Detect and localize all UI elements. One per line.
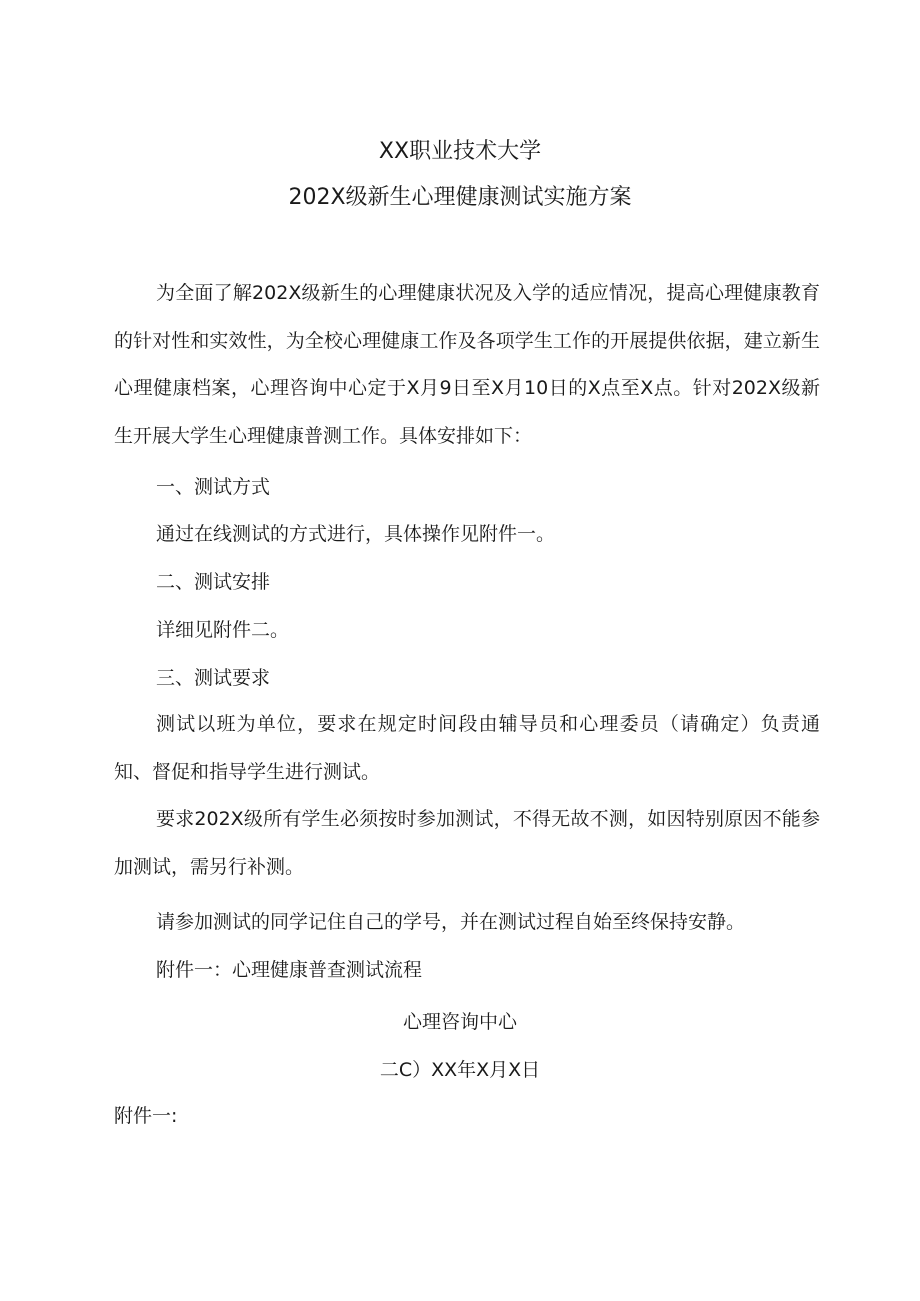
document-title-plan: 202X级新生心理健康测试实施方案 <box>288 185 632 210</box>
section-heading-test-requirements: 三、测试要求 <box>156 667 271 689</box>
appendix-label: 附件一: <box>114 1105 178 1127</box>
signature-date: 二C）XX年X月X日 <box>379 1059 541 1081</box>
requirements-paragraph-3: 请参加测试的同学记住自己的学号，并在测试过程自始至终保持安静。 <box>156 911 746 933</box>
intro-paragraph: 为全面了解202X级新生的心理健康状况及入学的适应情况，提高心理健康教育的针对性和实效性，为全校心理健康工作及各项学生工作的开展提供依据，建立新生心理健康档案，心理咨询中心定于X月9日至X月10日的X点至X点。针对202X级新生开展大学生心理健康普测工作。具体安排如下： <box>114 282 820 447</box>
requirements-paragraph-2: 要求202X级所有学生必须按时参加测试，不得无故不测，如因特别原因不能参加测试，需另行补测。 <box>114 808 820 878</box>
signature-organization: 心理咨询中心 <box>402 1011 517 1033</box>
requirements-paragraph-1: 测试以班为单位，要求在规定时间段由辅导员和心理委员（请确定）负责通知、督促和指导学生进行测试。 <box>114 713 820 783</box>
section-text-test-method: 通过在线测试的方式进行，具体操作见附件一。 <box>156 523 556 545</box>
section-text-test-arrangement: 详细见附件二。 <box>156 619 290 641</box>
section-heading-test-arrangement: 二、测试安排 <box>156 571 271 593</box>
document-title-school: XX职业技术大学 <box>378 139 542 164</box>
section-heading-test-method: 一、测试方式 <box>156 476 271 498</box>
attachment-reference: 附件一：心理健康普查测试流程 <box>156 959 423 981</box>
